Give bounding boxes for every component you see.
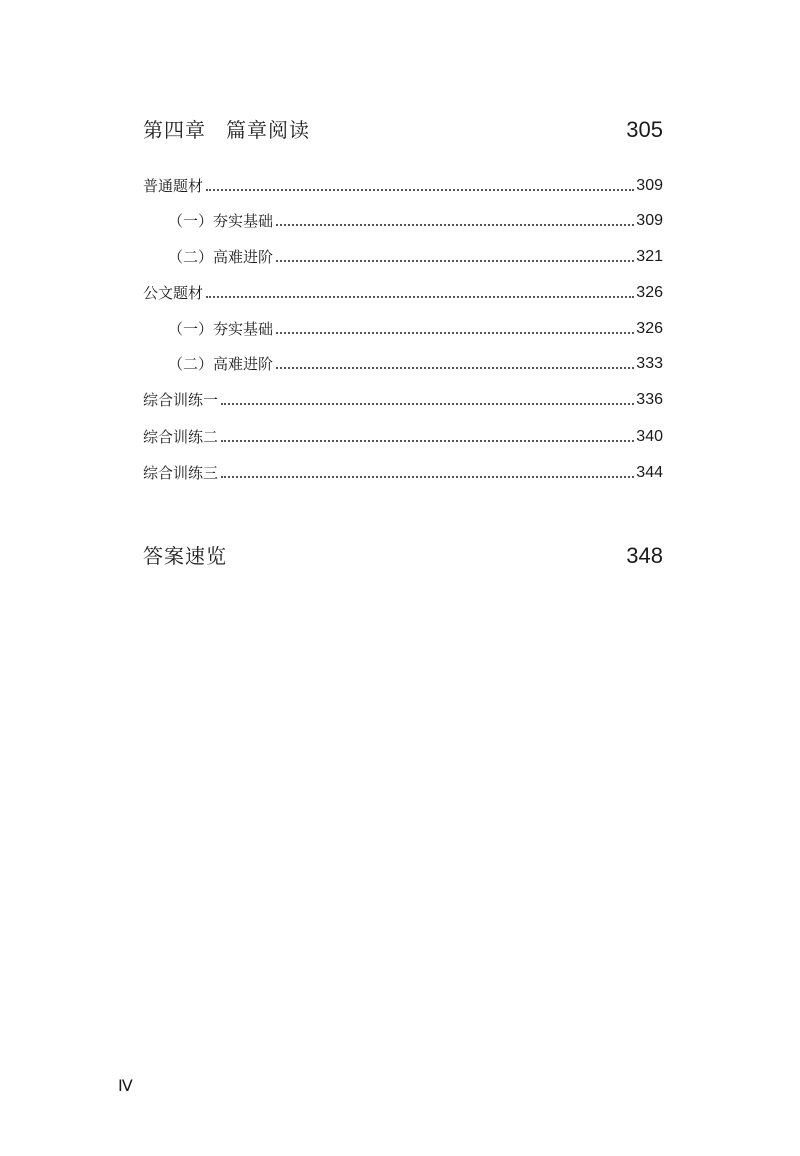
page-folio: Ⅳ [118, 1078, 133, 1095]
toc-entry-practice-2[interactable] [143, 424, 663, 448]
toc-entry-label: 综合训练二 [143, 428, 219, 446]
dot-leader [206, 188, 634, 191]
toc-entry-basics-1[interactable] [168, 208, 663, 232]
toc-entry-label: （一）夯实基础 [168, 212, 274, 230]
toc-entry-label: （二）高难进阶 [168, 248, 274, 266]
toc-entry-label: （一）夯实基础 [168, 320, 274, 338]
answers-title: 答案速览 [143, 544, 227, 568]
toc-entry-page: 309 [636, 212, 663, 229]
toc-entry-advanced-2[interactable] [168, 351, 663, 375]
answers-page-number: 348 [626, 543, 663, 568]
toc-entry-official-docs[interactable] [143, 280, 663, 304]
toc-entry-practice-1[interactable] [143, 387, 663, 411]
dot-leader [221, 475, 634, 478]
toc-entry-label: （二）高难进阶 [168, 355, 274, 373]
chapter-heading[interactable] [143, 114, 663, 143]
toc-entry-advanced-1[interactable] [168, 244, 663, 268]
toc-entry-label: 综合训练三 [143, 464, 219, 482]
chapter-name: 篇章阅读 [226, 118, 310, 142]
toc-entry-page: 336 [636, 391, 663, 408]
dot-leader [276, 331, 634, 334]
toc-entry-page: 333 [636, 355, 663, 372]
chapter-title [143, 114, 310, 143]
chapter-number: 第四章 [143, 118, 206, 142]
dot-leader [206, 295, 634, 298]
dot-leader [276, 223, 634, 226]
toc-entry-page: 309 [636, 177, 663, 194]
toc-entry-page: 344 [636, 464, 663, 481]
toc-entry-label: 普通题材 [143, 177, 204, 195]
answers-heading[interactable] [143, 540, 663, 569]
chapter-page-number: 305 [626, 117, 663, 142]
toc-entry-page: 340 [636, 428, 663, 445]
toc-entry-basics-2[interactable] [168, 316, 663, 340]
dot-leader [221, 439, 634, 442]
toc-entry-page: 321 [636, 248, 663, 265]
dot-leader [221, 402, 634, 405]
toc-entry-page: 326 [636, 284, 663, 301]
toc-entry-label: 综合训练一 [143, 391, 219, 409]
toc-entry-ordinary-topics[interactable] [143, 173, 663, 197]
toc-entry-page: 326 [636, 320, 663, 337]
dot-leader [276, 259, 634, 262]
dot-leader [276, 366, 634, 369]
toc-entry-label: 公文题材 [143, 284, 204, 302]
toc-entry-practice-3[interactable] [143, 460, 663, 484]
